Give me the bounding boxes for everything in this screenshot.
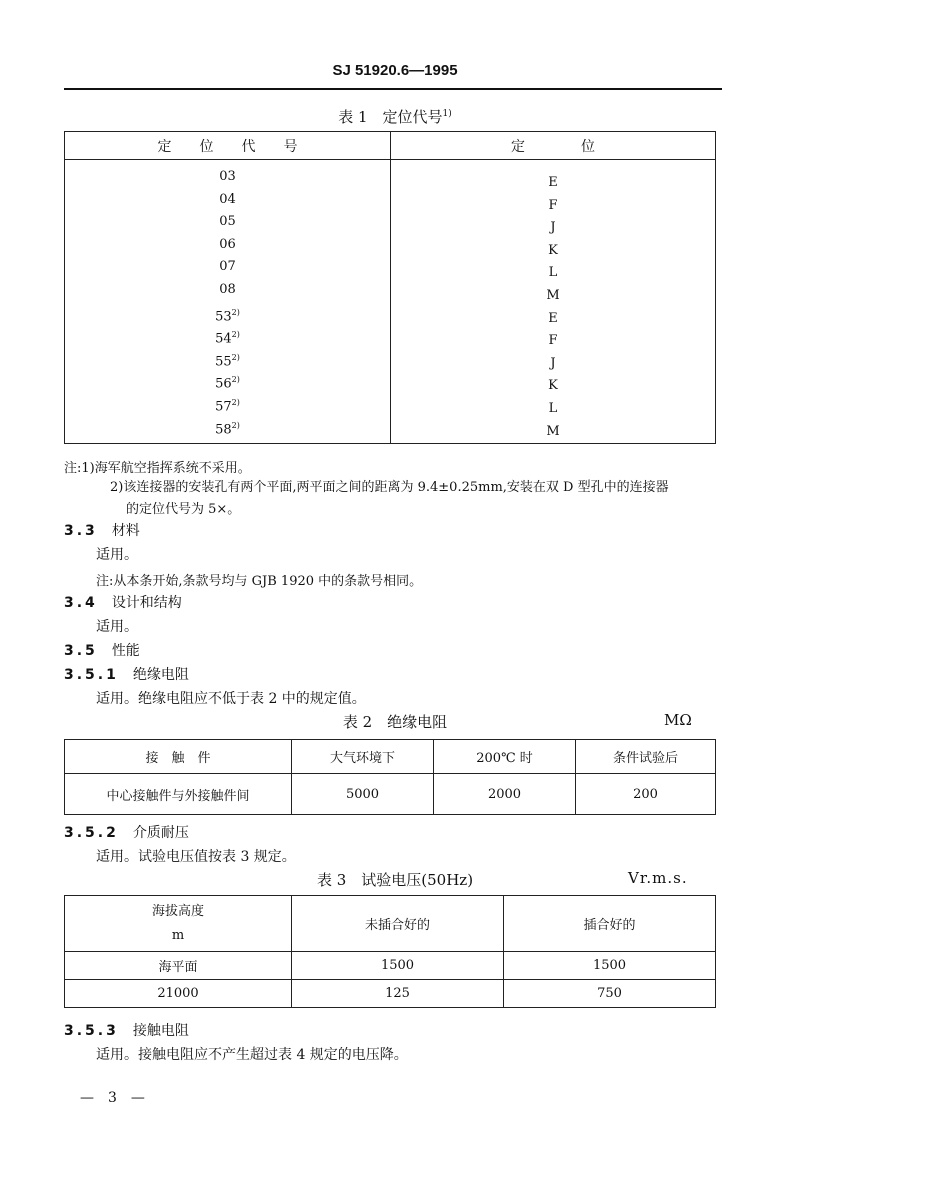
section-3-5-heading: 3.5 性能 [64,643,140,659]
code-item: 06 [219,236,236,252]
table3-unit: Vr.m.s. [628,869,688,887]
table3-cell-mated: 750 [504,980,716,1008]
code-item: 57$^{2)}$ [215,397,240,415]
code-item: 04 [219,191,236,207]
section-3-5-3-text: 适用。接触电阻应不产生超过表 4 规定的电压降。 [96,1047,408,1063]
table2-header-after-test: 条件试验后 [576,740,716,774]
position-item: E [548,310,558,326]
table3-header-mated: 插合好的 [504,896,716,952]
code-item: 56$^{2)}$ [215,375,240,392]
table1-header-position: 定 位 [391,132,716,160]
table3-cell-unmated: 1500 [292,952,504,980]
position-list [391,160,715,443]
table3-header-altitude: 海拔高度 m [65,896,292,952]
section-3-5-2-heading: 3.5.2 介质耐压 [64,825,189,841]
code-item: 08 [219,281,236,297]
standard-header: SJ 51920.6—1995 [332,62,458,79]
code-item: 03 [219,169,236,184]
table2-unit: MΩ [664,711,692,729]
section-3-4-heading: 3.4 设计和结构 [64,595,182,611]
code-item: 05 [219,214,236,230]
table1-code-cell [65,160,391,444]
section-3-5-2-text: 适用。试验电压值按表 3 规定。 [96,849,296,865]
table2-cell-after-test: 200 [576,774,716,815]
table2-header-contact: 接 触 件 [65,740,292,774]
section-3-3-heading: 3.3 材料 [64,523,140,539]
table1-note-2-cont: 的定位代号为 5×。 [126,502,241,517]
position-item: E [548,175,558,190]
table2-cell-ambient: 5000 [292,774,434,815]
section-3-4-text: 适用。 [96,619,138,635]
table3-cell-altitude: 海平面 [65,952,292,980]
table1-caption: 表 1 定位代号$^{1)}$ [338,108,452,126]
section-3-3-text: 适用。 [96,547,138,563]
table1-position-cell [391,160,716,444]
code-item: 55$^{2)}$ [215,352,240,370]
header-rule [64,88,722,90]
position-item: L [548,400,558,416]
code-list [65,160,390,441]
section-3-5-1-text: 适用。绝缘电阻应不低于表 2 中的规定值。 [96,691,366,707]
table1 [64,131,716,444]
table2-cell-contact: 中心接触件与外接触件间 [65,774,292,815]
table3-header-unmated: 未插合好的 [292,896,504,952]
code-item: 54$^{2)}$ [215,330,240,347]
page-number: — 3 — [80,1090,145,1106]
code-item: 58$^{2)}$ [215,420,240,437]
position-item: M [546,287,560,303]
position-item: J [550,220,556,236]
table2-cell-200c: 2000 [434,774,576,815]
table3-cell-unmated: 125 [292,980,504,1008]
section-3-3-note: 注:从本条开始,条款号均与 GJB 1920 中的条款号相同。 [96,574,423,589]
position-item: K [548,378,558,394]
position-item: J [550,355,556,371]
position-item: F [548,333,558,349]
table3 [64,895,716,1008]
position-item: F [548,197,558,213]
table2 [64,739,716,815]
table2-caption: 表 2 绝缘电阻 [342,713,448,731]
position-item: M [546,423,560,439]
section-3-5-3-heading: 3.5.3 接触电阻 [64,1023,189,1039]
table2-header-200c: 200℃ 时 [434,740,576,774]
table3-cell-altitude: 21000 [65,980,292,1008]
table3-caption: 表 3 试验电压(50Hz) [316,871,474,889]
table1-note-2: 2)该连接器的安装孔有两个平面,两平面之间的距离为 9.4±0.25mm,安装在双 D 型孔中的连接器 [110,480,669,495]
table1-note-1: 注:1)海军航空指挥系统不采用。 [64,461,251,476]
position-item: K [548,242,558,258]
code-item: 53$^{2)}$ [215,307,240,324]
code-item: 07 [219,259,236,275]
section-3-5-1-heading: 3.5.1 绝缘电阻 [64,667,189,683]
table3-cell-mated: 1500 [504,952,716,980]
table2-header-ambient: 大气环境下 [292,740,434,774]
position-item: L [548,265,558,281]
table1-header-code: 定 位 代 号 [65,132,391,160]
